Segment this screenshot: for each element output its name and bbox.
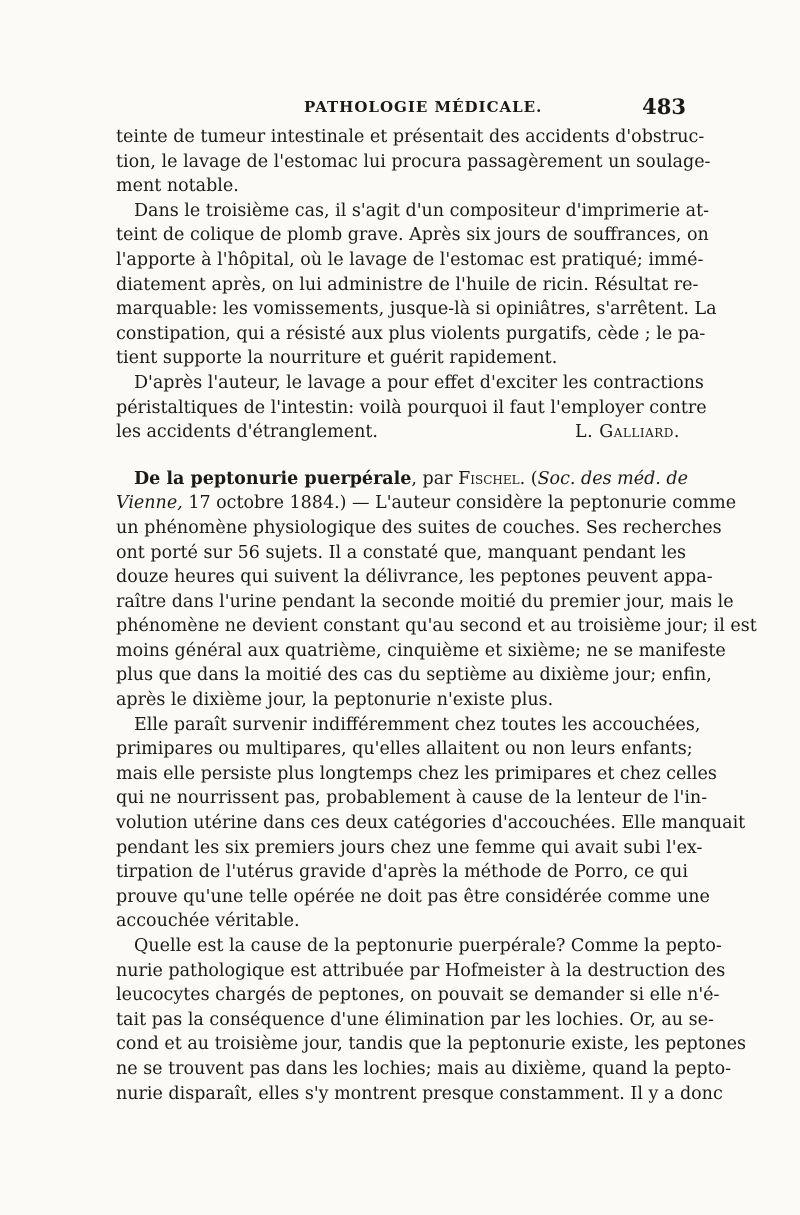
text-line: prouve qu'une telle opérée ne doit pas être considérée comme une [116, 886, 710, 907]
page-number: 483 [642, 94, 686, 119]
text-line: ne se trouvent pas dans les lochies; mais au dixième, quand la pepto- [116, 1058, 732, 1079]
text-line [116, 467, 686, 492]
article-source: Soc. des méd. de [537, 468, 688, 489]
text-line: tion, le lavage de l'estomac lui procura passagèrement un soulage- [116, 151, 711, 172]
text-line: phénomène ne devient constant qu'au second et au troisième jour; il est [116, 616, 757, 637]
text-line: mais elle persiste plus longtemps chez les primipares et chez celles [116, 763, 717, 784]
paragraph-6 [116, 934, 746, 1106]
text-line: plus que dans la moitié des cas du septième au dixième jour; enfin, [116, 665, 712, 686]
running-head [116, 96, 686, 126]
text-line: tait pas la conséquence d'une élimination par les lochies. Or, au se- [116, 1009, 714, 1030]
section-gap [116, 445, 686, 467]
text-line: moins général aux quatrième, cinquième et sixième; ne se manifeste [116, 640, 726, 661]
text-line: Quelle est la cause de la peptonurie puerpérale? Comme la pepto- [134, 936, 722, 956]
text-line: teint de colique de plomb grave. Après six jours de souffrances, on [116, 225, 709, 246]
paragraph-1 [116, 125, 711, 199]
text-line: teinte de tumeur intestinale et présentait des accidents d'obstruc- [116, 127, 705, 147]
article-paren: ( [525, 468, 538, 489]
text-line: leucocytes chargés de peptones, on pouvait se demander si elle n'é- [116, 985, 720, 1006]
text-line: Dans le troisième cas, il s'agit d'un compositeur d'imprimerie at- [134, 200, 710, 221]
text-line: raître dans l'urine pendant la seconde moitié du premier jour, mais le [116, 591, 734, 612]
text-line: constipation, qui a résisté aux plus violents purgatifs, cède ; le pa- [116, 323, 706, 344]
text-line: un phénomène physiologique des suites de couches. Ses recherches [116, 517, 722, 538]
text-line: accouchée véritable. [116, 911, 300, 932]
page-body [116, 125, 757, 1106]
paragraph-2 [116, 199, 717, 371]
text-line: nurie disparaît, elles s'y montrent presque constamment. Il y a donc [116, 1083, 723, 1104]
text-line: volution utérine dans ces deux catégories d'accouchées. Elle manquait [116, 813, 746, 834]
text-line: péristaltiques de l'intestin: voilà pourquoi il faut l'employer contre [116, 397, 707, 418]
text-line: diatement après, on lui administre de l'huile de ricin. Résultat re- [116, 274, 699, 295]
paragraph-5 [116, 713, 746, 934]
article-date: 17 octobre 1884.) [182, 493, 347, 514]
text-line: tient supporte la nourriture et guérit rapidement. [116, 348, 558, 369]
paragraph-article-heading [116, 467, 757, 713]
text-line: ment notable. [116, 176, 239, 197]
text-line: Elle paraît survenir indifféremment chez toutes les accouchées, [134, 714, 701, 735]
article-sep: , par [411, 468, 459, 489]
text-line: cond et au troisième jour, tandis que la peptonurie existe, les peptones [116, 1034, 746, 1055]
text-line: primipares ou multipares, qu'elles allaitent ou non leurs enfants; [116, 739, 693, 760]
article-text-start: — L'auteur considère la peptonurie comme [346, 493, 737, 514]
running-head-title: PATHOLOGIE MÉDICALE. [304, 98, 543, 116]
text-line [116, 491, 737, 516]
article-source-city: Vienne, [116, 493, 183, 514]
text-line: tirpation de l'utérus gravide d'après la méthode de Porro, ce qui [116, 862, 688, 883]
text-line: ont porté sur 56 sujets. Il a constaté que, manquant pendant les [116, 542, 687, 563]
article-author: Fischel. [458, 468, 526, 489]
text-line: marquable: les vomissements, jusque-là si opiniâtres, s'arrêtent. La [116, 299, 717, 320]
text-line: pendant les six premiers jours chez une femme qui avait subi l'ex- [116, 837, 703, 858]
article-title: De la peptonurie puerpérale [134, 468, 412, 489]
text-line: douze heures qui suivent la délivrance, les peptones peuvent appa- [116, 567, 713, 588]
text-line: nurie pathologique est attribuée par Hofmeister à la destruction des [116, 960, 726, 981]
text-line: les accidents d'étranglement. [116, 422, 378, 443]
text-line: après le dixième jour, la peptonurie n'existe plus. [116, 690, 554, 711]
author-signature: L. Galliard. [575, 422, 680, 443]
text-line: qui ne nourrissent pas, probablement à cause de la lenteur de l'in- [116, 788, 708, 809]
text-line: l'apporte à l'hôpital, où le lavage de l'estomac est pratiqué; immé- [116, 249, 704, 270]
paragraph-3 [116, 371, 707, 445]
signature-line [116, 420, 686, 445]
text-line: D'après l'auteur, le lavage a pour effet d'exciter les contractions [134, 372, 704, 393]
